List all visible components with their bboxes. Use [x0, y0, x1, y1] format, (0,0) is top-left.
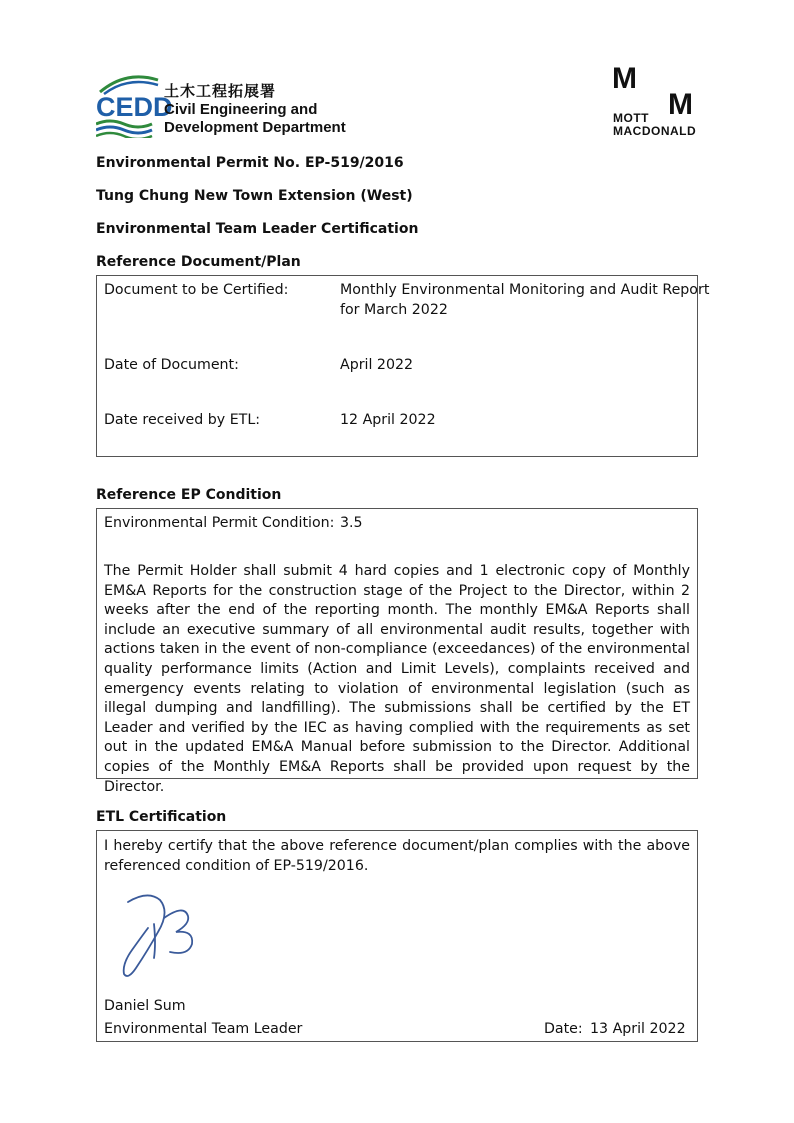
ep-condition-text: The Permit Holder shall submit 4 hard copies and 1 electronic copy of Monthly EM&A Reports for the construction stage of the Project to the Director, within 2 weeks after the end of the reporting month. The monthly EM&A Reports shall include an executive summary of all environmental audit results, together with actions taken in the event of non-compliance (exceedances) of the environmental quality performance limits (Action and Limit Levels), complaints received and emergency events relating to violation of environmental legislation (such as illegal dumping and landfilling). The submissions shall be certified by the ET Leader and verified by the IEC as having complied with the requirements as set out in the updated EM&A Manual before submission to the Director. Additional copies of the Monthly EM&A Reports shall be provided upon request by the Director. — [104, 563, 690, 795]
signature-image — [118, 888, 208, 984]
ep-condition-heading: Reference EP Condition — [96, 487, 282, 503]
signatory-name: Daniel Sum — [104, 998, 186, 1014]
received-value: 12 April 2022 — [340, 412, 436, 428]
doc-value-line1: Monthly Environmental Monitoring and Audit Report — [340, 282, 710, 298]
svg-text:CEDD: CEDD — [96, 92, 173, 122]
cedd-english-line2: Development Department — [164, 119, 346, 136]
received-label: Date received by ETL: — [104, 412, 261, 428]
certification-title: Environmental Team Leader Certification — [96, 221, 419, 237]
mott-logo-line1: MOTT — [613, 111, 649, 125]
doc-label: Document to be Certified: — [104, 282, 289, 298]
mott-logo-line2: MACDONALD — [613, 124, 697, 138]
etl-heading: ETL Certification — [96, 809, 227, 825]
ep-condition-label: Environmental Permit Condition: — [104, 515, 335, 531]
etl-date-label: Date: — [544, 1021, 583, 1037]
doc-value-line2: for March 2022 — [340, 302, 448, 318]
mott-logo-letter2: M — [668, 88, 693, 121]
mott-logo-letter1: M — [612, 62, 637, 95]
cedd-chinese-name: 土木工程拓展署 — [164, 83, 277, 100]
ep-condition-value: 3.5 — [340, 515, 363, 531]
date-value: April 2022 — [340, 357, 414, 373]
etl-date-value: 13 April 2022 — [590, 1021, 686, 1037]
cedd-english-line1: Civil Engineering and — [164, 101, 318, 118]
signatory-title: Environmental Team Leader — [104, 1021, 303, 1037]
etl-statement: I hereby certify that the above reference document/plan complies with the above referenced condition of EP-519/2016. — [104, 838, 690, 874]
date-label: Date of Document: — [104, 357, 239, 373]
project-title: Tung Chung New Town Extension (West) — [96, 188, 413, 204]
permit-number: Environmental Permit No. EP-519/2016 — [96, 155, 404, 171]
reference-doc-heading: Reference Document/Plan — [96, 254, 301, 270]
